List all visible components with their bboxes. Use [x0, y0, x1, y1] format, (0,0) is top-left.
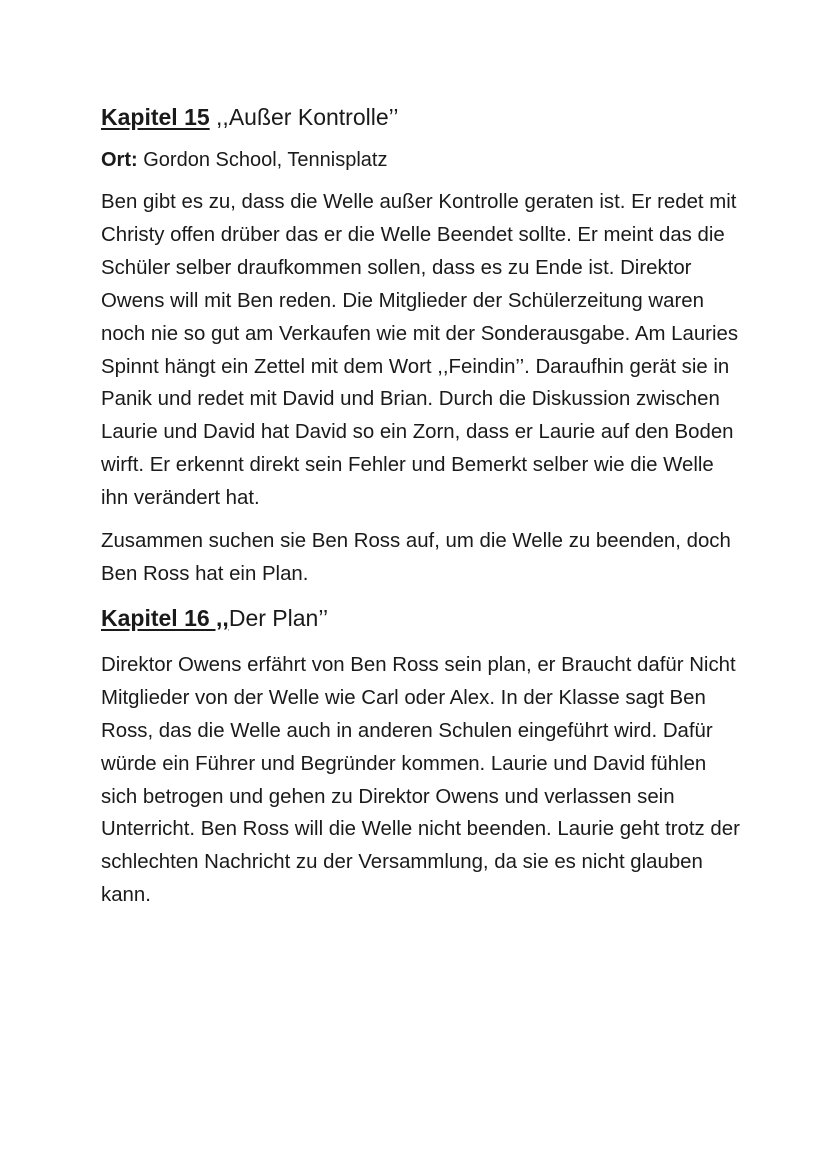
chapter-15-paragraph-1: Ben gibt es zu, dass die Welle außer Kontrolle geraten ist. Er redet mit Christy offen drüber das er die Welle Beendet sollte. Er meint das die Schüler selber draufkommen sollen, dass es zu Ende ist. Direktor Owens will mit Ben reden. Die Mitglieder der Schülerzeitung waren noch nie so gut am Verkaufen wie mit der Sonderausgabe. Am Lauries Spinnt hängt ein Zettel mit dem Wort ,,Feindin’’. Daraufhin gerät sie in Panik und redet mit David und Brian. Durch die Diskussion zwischen Laurie und David hat David so ein Zorn, dass er Laurie auf den Boden wirft. Er erkennt direkt sein Fehler und Bemerkt selber wie die Welle ihn verändert hat. — [101, 191, 739, 510]
chapter-15-location — [101, 144, 741, 176]
chapter-15-paragraph-2: Zusammen suchen sie Ben Ross auf, um die Welle zu beenden, doch Ben Ross hat ein Plan. — [101, 530, 731, 585]
chapter-16-title: Der Plan’’ — [228, 604, 329, 631]
chapter-15-title: ,,Außer Kontrolle’’ — [209, 104, 399, 130]
location-value: Gordon School, Tennisplatz — [137, 149, 388, 171]
document-page — [101, 100, 741, 922]
chapter-16-paragraph-1: Direktor Owens erfährt von Ben Ross sein plan, er Braucht dafür Nicht Mitglieder von der Welle wie Carl oder Alex. In der Klasse sagt Ben Ross, das die Welle auch in anderen Schulen eingeführt wird. Dafür würde ein Führer und Begründer kommen. Laurie und David fühlen sich betrogen und gehen zu Direktor Owens und verlassen sein Unterricht. Ben Ross will die Welle nicht beenden. Laurie geht trotz der schlechten Nachricht zu der Versammlung, da sie es nicht glauben kann. — [101, 653, 740, 907]
location-label: Ort: — [101, 149, 138, 171]
chapter-16-heading — [101, 601, 741, 635]
chapter-15-heading — [101, 100, 741, 134]
chapter-16-number: Kapitel 16 ,, — [101, 604, 229, 631]
chapter-15-number: Kapitel 15 — [101, 104, 210, 130]
